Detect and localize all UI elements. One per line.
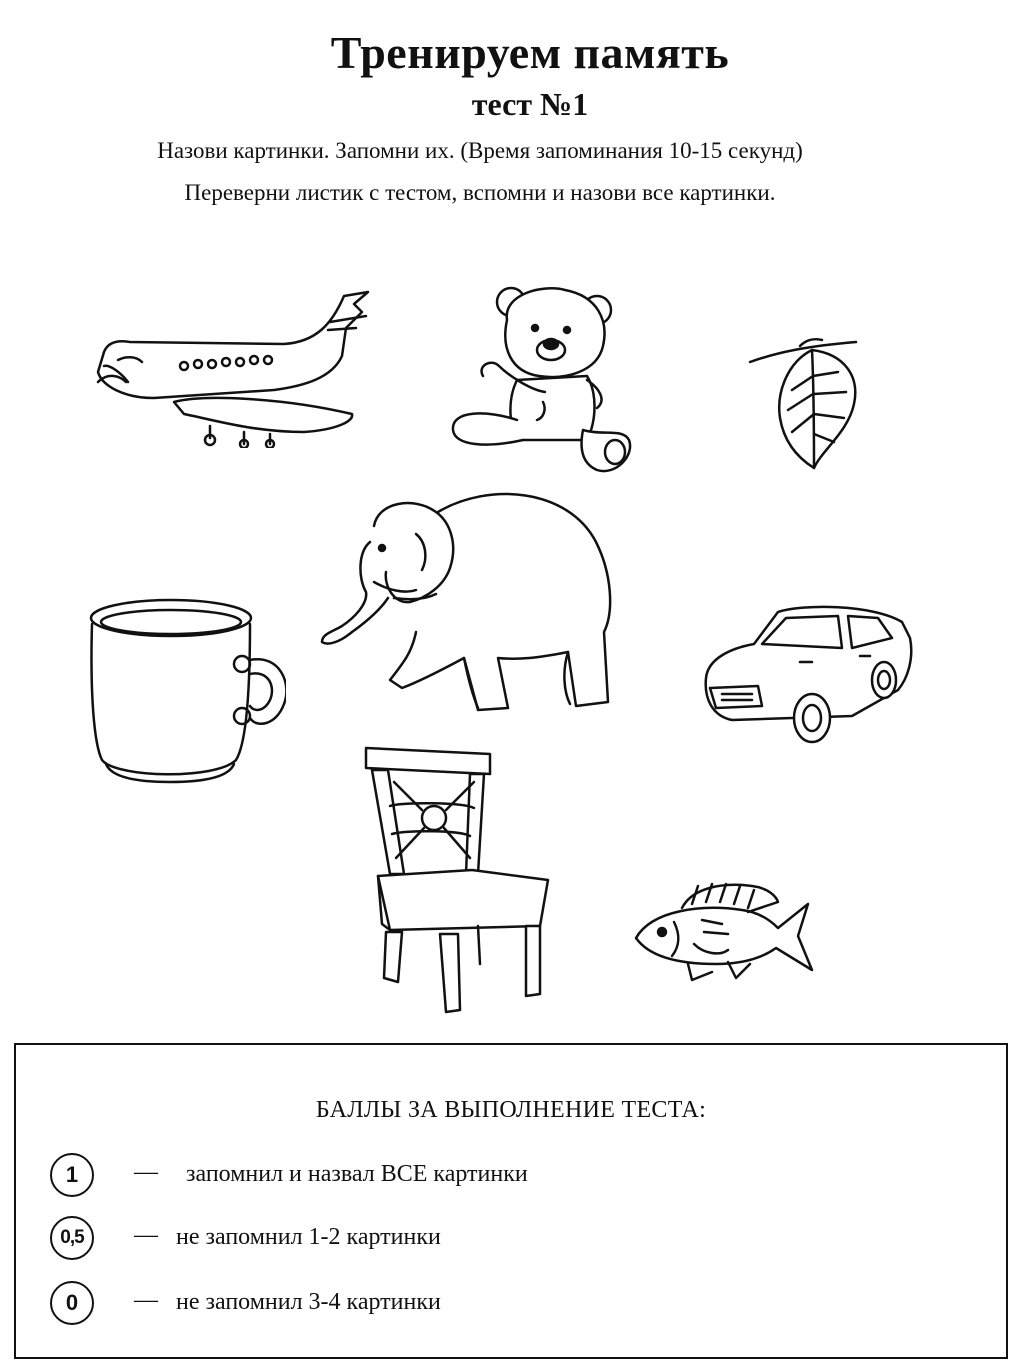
- score-description: не запомнил 3-4 картинки: [176, 1289, 441, 1315]
- cup-picture: [86, 594, 286, 786]
- instruction-line-1: Назови картинки. Запомни их. (Время запоминания 10-15 секунд): [157, 138, 803, 163]
- teddy-bear-picture: [447, 280, 635, 480]
- airplane-picture: [84, 286, 374, 448]
- scoring-heading: БАЛЛЫ ЗА ВЫПОЛНЕНИЕ ТЕСТА:: [315, 1097, 707, 1123]
- birch-leaf-picture: [748, 332, 860, 472]
- car-picture: [702, 598, 914, 746]
- elephant-picture: [318, 482, 618, 714]
- score-badge: 0: [50, 1281, 94, 1325]
- score-dash: —: [134, 1159, 158, 1185]
- score-badge: 0,5: [50, 1216, 94, 1260]
- score-description: не запомнил 1-2 картинки: [176, 1224, 441, 1250]
- score-description: запомнил и назвал ВСЕ картинки: [186, 1161, 528, 1187]
- page-subtitle: тест №1: [471, 86, 589, 122]
- fish-picture: [632, 880, 814, 986]
- page-title: Тренируем память: [330, 27, 730, 78]
- score-dash: —: [134, 1222, 158, 1248]
- chair-picture: [362, 746, 554, 1016]
- instruction-line-2: Переверни листик с тестом, вспомни и назови все картинки.: [184, 180, 776, 205]
- score-badge: 1: [50, 1153, 94, 1197]
- scoring-box: [14, 1043, 1008, 1359]
- score-dash: —: [134, 1287, 158, 1313]
